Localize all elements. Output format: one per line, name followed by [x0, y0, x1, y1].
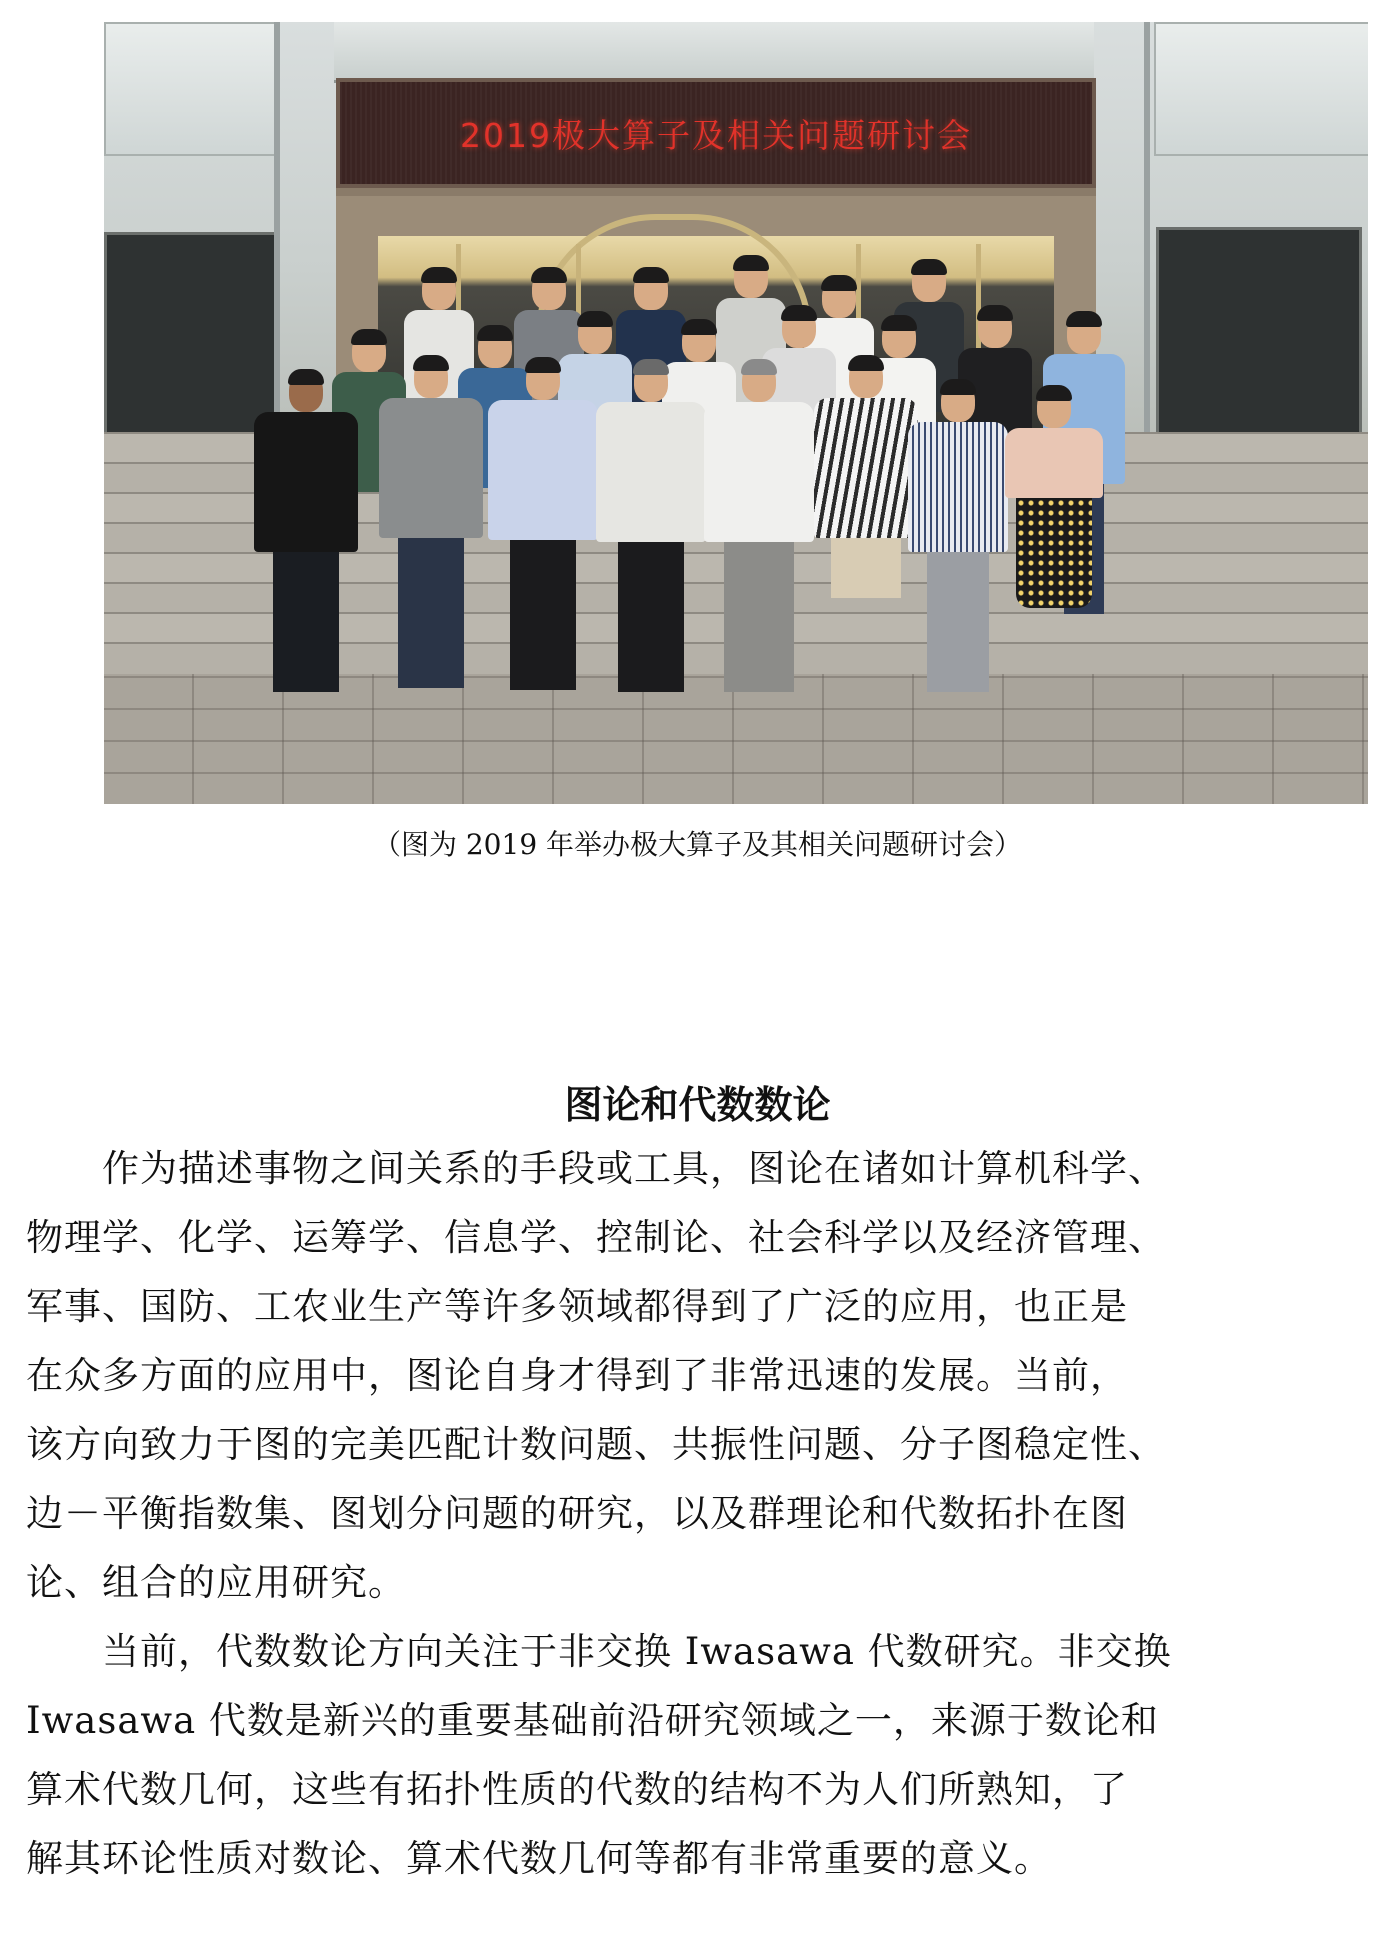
led-banner	[336, 78, 1096, 188]
text-line: 该方向致力于图的完美匹配计数问题、共振性问题、分子图稳定性、	[26, 1423, 1166, 1466]
text-line: 解其环论性质对数论、算术代数几何等都有非常重要的意义。	[26, 1837, 1052, 1880]
group-photo	[104, 22, 1368, 804]
building-column	[1144, 22, 1150, 442]
photo-caption: （图为 2019 年举办极大算子及其相关问题研讨会）	[372, 828, 1023, 861]
building-window	[1154, 22, 1368, 156]
banner-text: 2019极大算子及相关问题研讨会	[460, 115, 972, 155]
paragraph-graph-theory	[26, 1134, 1346, 1617]
text-line: Iwasawa 代数是新兴的重要基础前沿研究领域之一，来源于数论和	[26, 1699, 1159, 1742]
text-line: 在众多方面的应用中，图论自身才得到了非常迅速的发展。当前，	[26, 1354, 1128, 1397]
person	[254, 372, 358, 702]
text-line: 边－平衡指数集、图划分问题的研究，以及群理论和代数拓扑在图	[26, 1492, 1128, 1535]
building-window	[104, 22, 278, 156]
paragraph-algebraic-number-theory	[26, 1617, 1346, 1893]
text-line: 算术代数几何，这些有拓扑性质的代数的结构不为人们所熟知，了	[26, 1768, 1128, 1811]
person	[596, 362, 706, 702]
person	[1004, 388, 1104, 708]
person	[704, 362, 814, 702]
text-line: 作为描述事物之间关系的手段或工具，图论在诸如计算机科学、	[26, 1147, 1166, 1190]
person	[908, 382, 1008, 702]
text-line: 当前，代数数论方向关注于非交换 Iwasawa 代数研究。非交换	[26, 1630, 1172, 1673]
text-line: 论、组合的应用研究。	[26, 1561, 406, 1604]
person	[814, 358, 918, 698]
building-window	[1156, 227, 1362, 438]
text-line: 军事、国防、工农业生产等许多领域都得到了广泛的应用，也正是	[26, 1285, 1128, 1328]
section-title: 图论和代数数论	[564, 1083, 831, 1127]
person	[488, 360, 598, 700]
person	[379, 358, 483, 698]
upper-glass	[334, 22, 1094, 83]
text-line: 物理学、化学、运筹学、信息学、控制论、社会科学以及经济管理、	[26, 1216, 1166, 1259]
